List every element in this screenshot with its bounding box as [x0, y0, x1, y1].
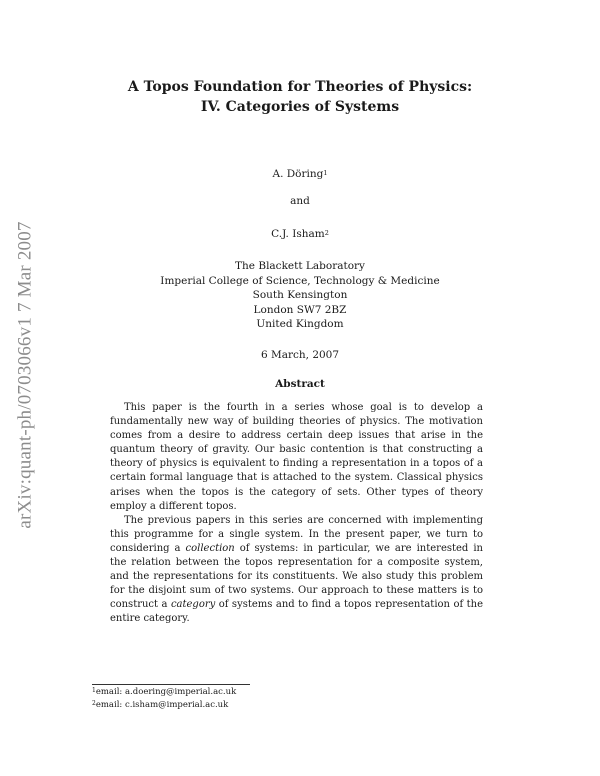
abstract-heading: Abstract [275, 378, 325, 390]
affiliation-line: South Kensington [252, 289, 348, 301]
footnote-2-text: email: c.isham@imperial.ac.uk [95, 700, 229, 710]
paper-title-line-2: IV. Categories of Systems [200, 99, 400, 115]
footnote-2-mark: 2 [92, 700, 96, 707]
abstract-paragraph-2: The previous papers in this series are concerned with implementing this programme for a single system. In the present paper, we turn to considering a collection of systems: in particular, we are interested in the relation between the topos representation for a composite system, and the representations for its constituents. We also study this problem for the disjoint sum of two systems. Our approach to these matters is to construct a category of systems and to find a topos representation of the entire category. [110, 514, 483, 625]
abstract-paragraph-1: This paper is the fourth in a series whose goal is to develop a fundamentally new way of building theories of physics. The motivation comes from a desire to address certain deep issues that arise in the quantum theory of gravity. Our basic contention is that constructing a theory of physics is equivalent to finding a representation in a topos of a certain formal language that is attached to the system. Classical physics arises when the topos is the category of sets. Other types of theory employ a different topos. [110, 402, 483, 512]
author-1-footnote-mark: 1 [323, 169, 328, 177]
affiliation-line: United Kingdom [256, 318, 344, 330]
author-1 [0, 167, 600, 182]
author-2-footnote-mark: 2 [324, 229, 329, 237]
footnote-1-text: email: a.doering@imperial.ac.uk [95, 687, 237, 697]
affiliation-line: The Blackett Laboratory [235, 260, 365, 272]
affiliation-line: Imperial College of Science, Technology & Medicine [160, 274, 440, 287]
affiliation-line: London SW7 2BZ [253, 303, 347, 316]
arxiv-stamp [11, 195, 41, 555]
author-1-name: A. Döring [272, 168, 324, 180]
paper-title-line-1: A Topos Foundation for Theories of Physics: [127, 79, 473, 95]
footnote-1 [92, 686, 236, 698]
arxiv-stamp-text: arXiv:quant-ph/0703066v1 7 Mar 2007 [15, 221, 37, 529]
footnote-rule [92, 684, 250, 685]
author-2 [0, 227, 600, 242]
footnote-1-mark: 1 [92, 687, 96, 694]
emphasis-category: category [170, 599, 216, 611]
footnote-2 [92, 699, 228, 711]
paper-date: 6 March, 2007 [260, 349, 340, 361]
author-conjunction: and [290, 195, 310, 207]
emphasis-collection: collection [185, 542, 235, 554]
abstract-body [110, 401, 483, 627]
author-2-name: C.J. Isham [271, 228, 325, 240]
